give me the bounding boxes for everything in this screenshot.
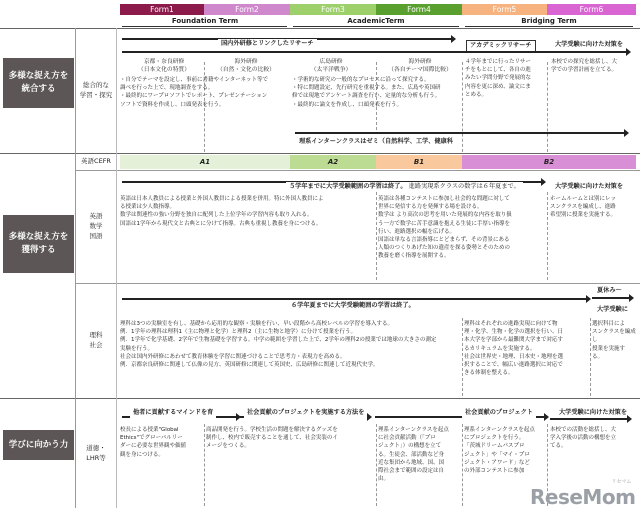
divider	[376, 192, 377, 280]
attitude-label-c: 社会貢献のプロジェクト	[462, 408, 536, 418]
divider	[590, 318, 591, 396]
acquire1-exam-label: 大学受験に向けた対策を	[552, 182, 626, 192]
form6-cell: Form6	[547, 4, 636, 15]
integrate-text-d: 本校での探究を総括し、大 学での学習計画を立てる。	[551, 59, 618, 74]
divider	[76, 170, 640, 171]
acquire2-text-a: 理科は3つの実験室を有し、基礎から応用的な観察・実験を行い、早い段階から高校レベルの学習を導入する。 例．1学年の理科は理科1（主に物理と化学）と理科2（主に生物と地学）に分けて授業を行う。 例．1学年で化学基礎、2学年で生物基礎を学習する。中学の範囲を学習した上で、2学年の理科2の授業では地球の大きさの測定 実験を行う。 社会は国内外研修にあわせて教育体験を学習に関連づけることで思考力・表現力を高める。 例．京都奈良研修に関連して仏像の見方、英国研修に関連して英国史、広島研修に関連して近現代史学。	[120, 321, 437, 369]
divider	[547, 192, 548, 280]
divider	[376, 424, 377, 506]
term-academic: AcademicTerm	[347, 17, 405, 25]
acquire2-label: ６学年夏までに大学受験範囲の学習は終了。	[288, 301, 418, 311]
acquire1-text-b: 英語は各種コンテストに参加し社会的な問題に対して 世界に発信する力を発揮する場を設ける。 数学は より高次の思考を用いた発展的な内容を取り扱 う一方で数学に苦手意識を抱える生徒に手厚い指導を 行い、進路選択の幅を広げる。 国語は単なる言語指導にとどまらず、その背景にある 人類のつくりあげた知の遺産を探る姿勢とそのための 教養を磨く指導を展開する。	[378, 196, 512, 260]
attitude-text-c: 理系インターンクラスを起点 に社会貢献活動（「プロ ジェクト」）の構想を立て る。生徒会、部活動など身 近な集団から地域、国、国 際社会まで範囲の設定は自 由。	[378, 427, 449, 483]
intern-label: 理系インターンクラスはゼミ（自然科学、工学、健康科	[296, 137, 456, 147]
subject-eng-math-jpn-label: 英語 数学 国語	[89, 212, 103, 240]
attitude-label-b: 社会貢献のプロジェクトを実施する方法を	[244, 408, 367, 418]
term-underline	[293, 26, 459, 27]
attitude-arrow-d	[550, 418, 628, 420]
subject-cefr	[76, 155, 116, 169]
attitude-text-e: 本校での活動を総括し、大 学入学後の活動の構想を立 てる。	[550, 427, 617, 450]
subject-general-study	[76, 30, 116, 152]
trip-overseas-2: 海外研修 （各自テーマ国際比較）	[388, 59, 452, 74]
form3-cell: Form3	[290, 4, 376, 15]
attitude-label-d: 大学受験に向けた対策を	[556, 408, 630, 418]
acquire1-label-note: 進路実現系クラスの数学は６年夏まで。	[408, 183, 520, 190]
section-attitude-label: 学びに向かう力	[8, 439, 69, 450]
trip-overseas-1: 海外研修 （自然・文化の比較）	[217, 59, 275, 74]
resemom-logo	[530, 478, 635, 509]
divider	[462, 424, 463, 506]
acquire1-text-a: 英語は日本人教員による授業と外国人教員による授業を併用。特に外国人教員によ る授業は少人数指導。 数学は関連性の強い分野を独自に配列した上位学年の学習内容も取り入れる。 国語は1学年から現代文と古典とに分けて指導。古典も重視し教養を身につける。	[120, 196, 324, 227]
acquire1-text-c: ホームルームとは別にレッ スンクラスを編成し、進路 希望別に授業を実施する。	[550, 196, 617, 219]
term-bridging: Bridging Term	[521, 17, 577, 25]
divider	[462, 62, 463, 152]
section-integrate-label: 多様な捉え方を 統合する	[8, 71, 69, 94]
attitude-label-a: 他者に貢献するマインドを育	[130, 408, 216, 418]
divider	[0, 398, 640, 399]
acquire2-exam-label: 大学受験に	[594, 305, 631, 315]
intern-arrow	[295, 132, 625, 134]
subject-sci-soc-label: 理科 社会	[89, 331, 103, 349]
divider	[462, 318, 463, 396]
form4-cell: Form4	[376, 4, 462, 15]
acquire2-text-c: 選択科目によ スンクラスを編成し 授業を実施す る。	[592, 321, 636, 360]
integrate-text-c: ４学年までに行ったリサー チをもとにして、各自の進 みたい学問分野で発展的な 内容を更に深め、論文にま とめる。	[465, 59, 532, 98]
cefr-a1: A1	[120, 155, 290, 169]
divider	[116, 28, 117, 508]
integrate-text-a: ・自分でテーマを設定し、事前に書籍やインターネット等で 調べを行った上で、現地調査をする。 ・最終的にワープロソフトでレポート、プレゼンテーション ソフトで資料を作成し、口頭発表を行う。	[120, 77, 269, 108]
trip-hiroshima: 広島研修 （太平洋戦争）	[310, 59, 352, 74]
subject-moral-label: 道徳・ LHR等	[86, 443, 106, 462]
section-integrate	[3, 58, 74, 108]
subject-sci-soc	[76, 286, 116, 396]
acquire1-label-main: ５学年までに大学受験範囲の学習は終了。	[289, 183, 407, 190]
attitude-text-b: 商品開発を行う。学校生活の問題を解決するグッズを 制作し、校内で販売することを通して、社会実装のイ メージをつくる。	[206, 427, 338, 450]
summer-arrow	[592, 297, 630, 299]
trip-kyoto: 京都・奈良研修 （日本文化の特質）	[137, 59, 191, 74]
divider	[76, 283, 640, 284]
summer-label: 夏休み〜	[594, 286, 625, 296]
section-acquire-label: 多様な捉え方を 獲得する	[8, 232, 69, 255]
acquire2-arrow	[122, 298, 587, 300]
divider	[0, 153, 640, 154]
academic-research-label: アカデミックリサーチ	[466, 40, 536, 52]
form5-cell: Form5	[462, 4, 547, 15]
timeline-arrow	[122, 51, 627, 53]
integrate-text-b: ・学術的な研究の一般的なプロセスに沿って探究する。 ・特に問題設定、先行研究を重視する。また、広島や英国研 修では現地でアンケート調査を行い、定量的な分析も行う。 ・最終的に論文を作成し、口頭発表を行う。	[292, 77, 441, 108]
divider	[204, 424, 205, 506]
subject-eng-math-jpn	[76, 172, 116, 282]
cefr-b2: B2	[462, 155, 636, 169]
attitude-text-d: 理系インターンクラスを起点 にプロジェクトを行う。 「茨城ドリームパスプロ ジェクト」や「マイ・プロ ジェクト・アワード」など の外部コンテストに参加	[464, 427, 535, 475]
research-label: 国内外研修とリンクしたリサーチ	[218, 39, 317, 49]
section-acquire	[3, 215, 74, 273]
section-attitude	[3, 430, 74, 460]
subject-moral	[76, 401, 116, 506]
logo-text: ReseMom	[530, 485, 636, 509]
subject-general-study-label: 総合的な 学習・探究	[79, 81, 113, 99]
divider	[0, 28, 640, 29]
acquire1-label	[286, 182, 523, 192]
logo-ruby: リセマム	[611, 479, 632, 485]
attitude-text-a: 校長による授業"Global Ethics"でグローバルリー ダーに必要な世界観や価値 観を身につける。	[120, 427, 187, 458]
form1-cell: Form1	[120, 4, 204, 15]
term-underline	[465, 26, 633, 27]
subject-cefr-label: 英語CEFR	[81, 157, 111, 166]
cefr-a2: A2	[290, 155, 376, 169]
form2-cell: Form2	[204, 4, 290, 15]
cefr-b1: B1	[376, 155, 462, 169]
term-foundation: Foundation Term	[171, 17, 239, 25]
acquire2-text-b: 理科はそれぞれの進路実現に向けて物 理・化学、生物・化学の選択を行い、日 本大学を学部から最難関大学まで対応す るカリキュラムを実施する。 社会は世界史・地理、日本史・地理を選 択することで、幅広い進路選択に対応で きる体制を整える。	[464, 321, 564, 377]
exam-prep-label: 大学受験に向けた対策を	[552, 40, 626, 50]
term-underline	[122, 26, 287, 27]
